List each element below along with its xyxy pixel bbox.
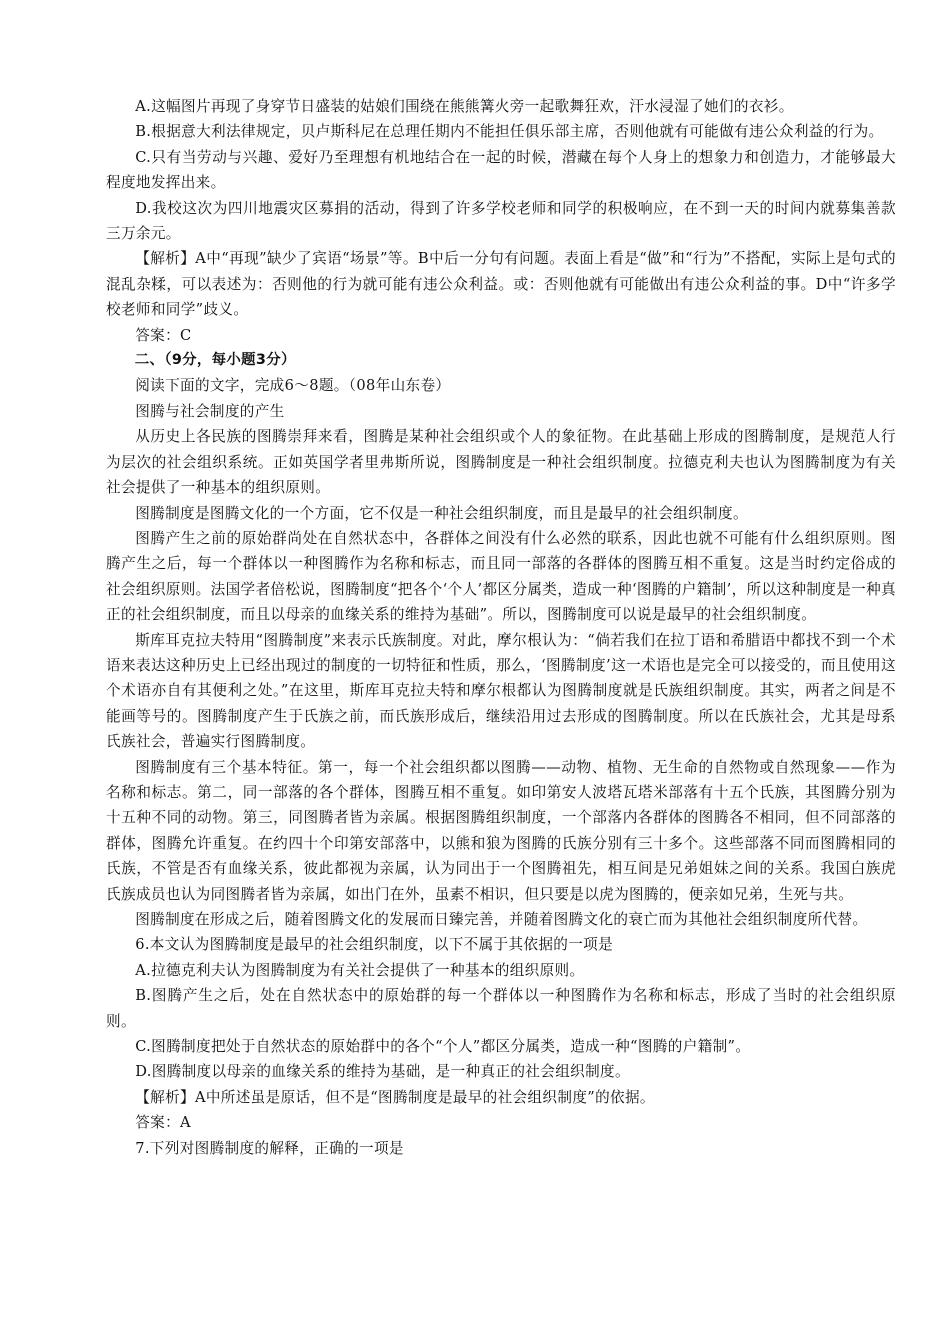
passage-paragraph: 斯库耳克拉夫特用“图腾制度”来表示氏族制度。对此，摩尔根认为：“倘若我们在拉丁语和希腊语中都找不到一个术语来表达这种历史上已经出现过的制度的一切特征和性质，那么，‘图腾制度’这一术语也是完全可以接受的，而且使用这个术语亦自有其便利之处。”在这里，斯库耳克拉夫特和摩尔根都认为图腾制度就是氏族组织制度。其实，两者之间是不能画等号的。图腾制度产生于氏族之前，而氏族形成后，继续沿用过去形成的图腾制度。所以在氏族社会，尤其是母系氏族社会，普遍实行图腾制度。 — [106, 631, 896, 751]
question-6-option-b: B.图腾产生之后，处在自然状态中的原始群的每一个群体以一种图腾作为名称和标志，形成了当时的社会组织原则。 — [106, 987, 896, 1030]
option-a-paragraph: A.这幅图片再现了身穿节日盛装的姑娘们围绕在熊熊篝火旁一起歌舞狂欢，汗水浸湿了她们的衣衫。 — [135, 98, 794, 115]
question-6-option-d: D.图腾制度以母亲的血缘关系的维持为基础，是一种真正的社会组织制度。 — [135, 1063, 630, 1081]
question-6-answer: 答案：A — [135, 1114, 191, 1132]
option-c-paragraph: C.只有当劳动与兴趣、爱好乃至理想有机地结合在一起的时候，潜藏在每个人身上的想象力和创造力，才能够最大程度地发挥出来。 — [106, 148, 896, 192]
question-6-option-a: A.拉德克利夫认为图腾制度为有关社会提供了一种基本的组织原则。 — [135, 961, 585, 979]
section-heading: 二、（9分，每小题3分） — [134, 352, 296, 369]
passage-title: 图腾与社会制度的产生 — [135, 402, 285, 420]
passage-paragraph: 图腾制度有三个基本特征。第一，每一个社会组织都以图腾——动物、植物、无生命的自然物或自然现象——作为名称和标志。第二，同一部落的各个群体，图腾互相不重复。如印第安人波塔瓦塔米部落有十五个氏族，其图腾分别为十五种不同的动物。第三，同图腾者皆为亲属。根据图腾组织制度，一个部落内各群体的图腾各不相同，但不同部落的群体，图腾允许重复。在约四十个印第安部落中，以熊和狼为图腾的氏族分别有三十多个。这些部落不同而图腾相同的氏族，不管是否有血缘关系，彼此都视为亲属，认为同出于一个图腾祖先，相互间是兄弟姐妹之间的关系。我国白族虎氏族成员也认为同图腾者皆为亲属，如出门在外，虽素不相识，但只要是以虎为图腾的，便亲如兄弟，生死与共。 — [106, 758, 896, 903]
document-body — [106, 94, 896, 1161]
option-b-paragraph: B.根据意大利法律规定，贝卢斯科尼在总理任期内不能担任俱乐部主席，否则他就有可能做有违公众利益的行为。 — [135, 123, 884, 141]
passage-paragraph: 图腾制度是图腾文化的一个方面，它不仅是一种社会组织制度，而且是最早的社会组织制度。 — [135, 504, 748, 522]
question-6-option-c: C.图腾制度把处于自然状态的原始群中的各个“个人”都区分属类，造成一种“图腾的户籍制”。 — [135, 1038, 751, 1056]
question-6-analysis: 【解析】A中所述虽是原话，但不是“图腾制度是最早的社会组织制度”的依据。 — [135, 1088, 655, 1106]
passage-paragraph: 从历史上各民族的图腾崇拜来看，图腾是某种社会组织或个人的象征物。在此基础上形成的图腾制度，是规范人行为层次的社会组织系统。正如英国学者里弗斯所说，图腾制度是一种社会组织制度。拉德克利夫也认为图腾制度为有关社会提供了一种基本的组织原则。 — [106, 428, 896, 497]
answer-line: 答案：C — [135, 326, 192, 344]
passage-paragraph: 图腾产生之前的原始群尚处在自然状态中，各群体之间没有什么必然的联系，因此也就不可能有什么组织原则。图腾产生之后，每一个群体以一种图腾作为名称和标志，而且同一部落的各群体的图腾互相不重复。这是当时约定俗成的社会组织原则。法国学者倍松说，图腾制度“把各个‘个人’都区分属类，造成一种‘图腾的户籍制’，所以这种制度是一种真正的社会组织制度，而且以母亲的血缘关系的维持为基础”。所以，图腾制度可以说是最早的社会组织制度。 — [106, 529, 896, 624]
passage-paragraph: 图腾制度在形成之后，随着图腾文化的发展而日臻完善，并随着图腾文化的衰亡而为其他社会组织制度所代替。 — [135, 911, 868, 928]
question-7: 7.下列对图腾制度的解释，正确的一项是 — [135, 1139, 404, 1157]
question-6: 6.本文认为图腾制度是最早的社会组织制度，以下不属于其依据的一项是 — [135, 936, 614, 954]
option-d-paragraph: D.我校这次为四川地震灾区募捐的活动，得到了许多学校老师和同学的积极响应，在不到一天的时间内就募集善款三万余元。 — [106, 199, 896, 243]
reading-instruction: 阅读下面的文字，完成6～8题。（08年山东卷） — [135, 377, 451, 395]
analysis-paragraph: 【解析】A中“再现”缺少了宾语“场景”等。B中后一分句有问题。表面上看是“做”和“行为”不搭配，实际上是句式的混乱杂糅，可以表述为：否则他的行为就可能有违公众利益。或：否则他就有可能做出有违公众利益的事。D中“许多学校老师和同学”歧义。 — [106, 250, 896, 319]
